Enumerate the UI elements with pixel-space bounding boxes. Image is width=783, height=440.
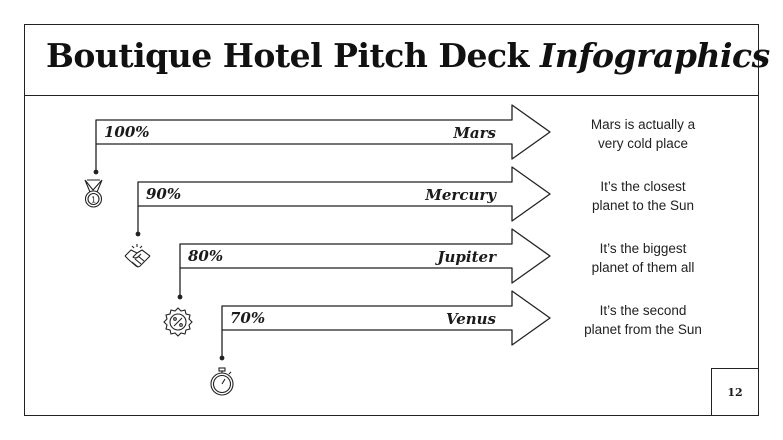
percent-label: 80% [188,247,224,265]
description-line: very cold place [597,136,689,151]
description-line: It’s the biggest [599,241,687,256]
title-accent: Infographics [539,36,770,75]
description-line: Mars is actually a [590,117,696,132]
description-mars [563,115,723,153]
medal-icon [85,180,102,207]
planet-name: Venus [445,310,496,328]
handshake-icon [125,244,150,267]
svg-text:1: 1 [90,195,97,205]
title-main: Boutique Hotel Pitch Deck [46,36,540,75]
description-line: It’s the closest [600,179,686,194]
description-line: It’s the second [599,303,687,318]
planet-name: Mars [453,124,496,142]
connector-dot [136,232,141,237]
description-line: planet of them all [591,260,695,275]
description-jupiter [563,239,723,277]
connector-dot [220,356,225,361]
percent-label: 90% [146,185,182,203]
planet-name: Jupiter [437,248,496,266]
connector-dot [94,170,99,175]
arrow-venus [222,291,550,345]
description-line: planet from the Sun [584,322,702,337]
connector-dot [178,295,183,300]
stopwatch-icon [211,368,233,395]
percent-label: 70% [230,309,266,327]
page-number: 12 [711,368,759,416]
percent-label: 100% [104,123,150,141]
planet-name: Mercury [425,186,496,204]
description-mercury [563,177,723,215]
description-venus [563,301,723,339]
description-line: planet to the Sun [591,198,695,213]
percent-badge-icon [164,308,192,336]
